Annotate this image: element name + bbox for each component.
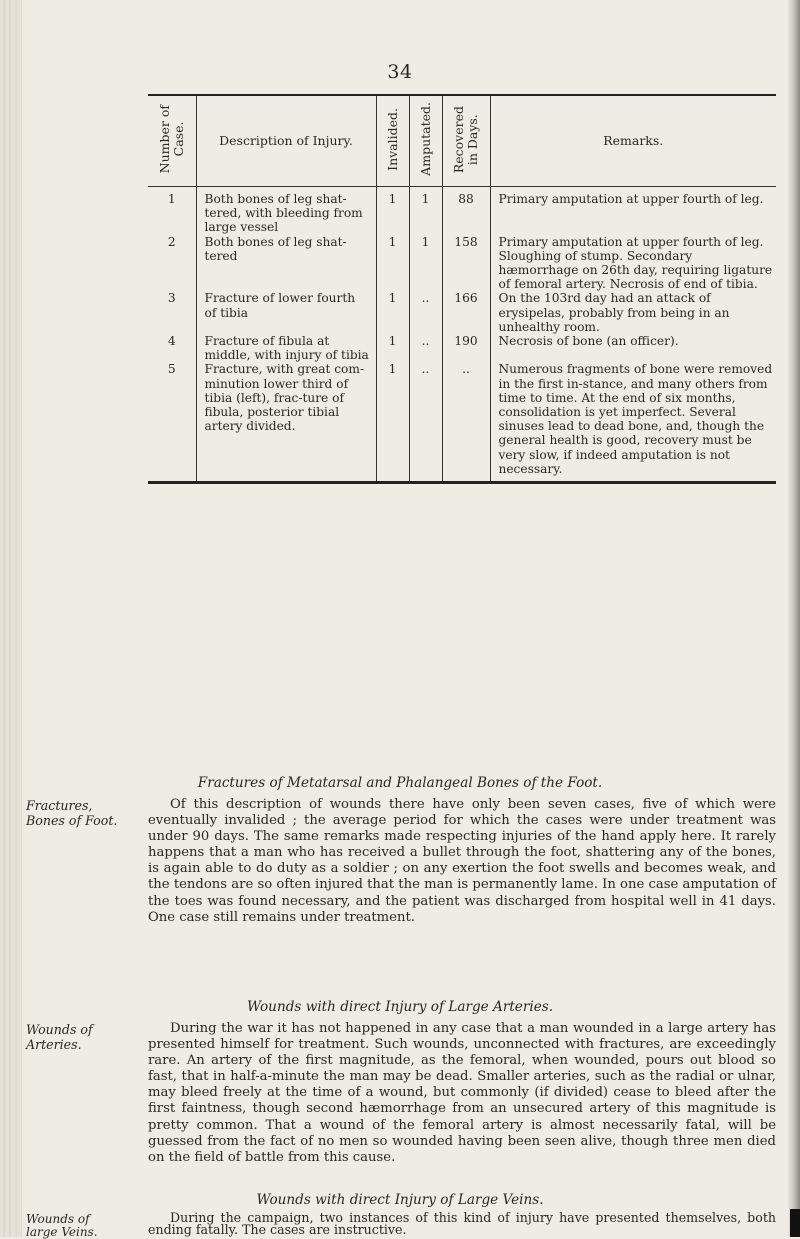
amputated-value: .. (409, 291, 442, 334)
injury-description: Fracture of lower fourth of tibia (196, 291, 376, 334)
margin-note-fractures: Fractures, Bones of Foot. (26, 798, 118, 828)
recovered-days: 166 (442, 291, 490, 334)
injury-description: Fracture, with great com-minution lower third of tibia (left), frac-ture of fibula, posterior tibial artery divided. (196, 362, 376, 482)
recovered-days: 88 (442, 187, 490, 235)
invalided-value: 1 (376, 291, 409, 334)
amputated-value: .. (409, 362, 442, 482)
case-number: 2 (148, 235, 196, 292)
invalided-value: 1 (376, 334, 409, 362)
amputated-value: .. (409, 334, 442, 362)
paragraph-metatarsal: Of this description of wounds there have only been seven cases, five of which were eventually invalided ; the average period for which the cases were under treatment was under 90 days. The same remarks made respecting injuries of the hand apply here. It rarely happens that a man who has received a bullet through the foot, shattering any of the bones, is again able to do duty as a soldier ; on any exertion the foot swells and becomes weak, and the tendons are so often injured that the man is permanently lame. In one case amputation of the toes was found necessary, and the patient was discharged from hospital well in 41 days. One case still remains under treatment. (148, 797, 776, 925)
header-remarks: Remarks. (490, 95, 776, 187)
case-number: 3 (148, 291, 196, 334)
table-row (148, 235, 776, 292)
section-heading-veins: Wounds with direct Injury of Large Veins. (256, 1192, 544, 1208)
header-amputated: Amputated. (409, 95, 442, 187)
header-recovered: Recovered in Days. (442, 95, 490, 187)
remarks: Numerous fragments of bone were removed in the first in-stance, and many others from time to time. At the end of six months, consolidation is yet imperfect. Several sinuses lead to dead bone, and, though the general health is good, recovery must be very slow, if indeed amputation is not necessary. (490, 362, 776, 482)
injury-description: Both bones of leg shat-tered, with bleeding from large vessel (196, 187, 376, 235)
injury-description: Fracture of fibula at middle, with injury of tibia (196, 334, 376, 362)
header-case-number: Number of Case. (148, 95, 196, 187)
case-number: 5 (148, 362, 196, 482)
invalided-value: 1 (376, 362, 409, 482)
table-row (148, 334, 776, 362)
table-row (148, 187, 776, 235)
remarks: Primary amputation at upper fourth of leg. (498, 192, 764, 206)
page-binding-edge (0, 0, 22, 1237)
injury-description: Both bones of leg shat-tered (196, 235, 376, 292)
page-right-edge (788, 0, 800, 1237)
recovered-days: 190 (442, 334, 490, 362)
table-row (148, 291, 776, 334)
invalided-value: 1 (376, 187, 409, 235)
margin-note-veins: Wounds of large Veins. (26, 1212, 98, 1239)
table-row (148, 362, 776, 482)
recovered-days: 158 (442, 235, 490, 292)
table-header-row (148, 95, 776, 187)
header-description: Description of Injury. (196, 95, 376, 187)
page-corner-shadow (790, 1209, 800, 1237)
margin-note-arteries: Wounds of Arteries. (26, 1022, 93, 1052)
page-number: 34 (387, 61, 413, 83)
amputated-value: 1 (409, 235, 442, 292)
section-heading-arteries: Wounds with direct Injury of Large Arteries. (246, 999, 554, 1015)
remarks: On the 103rd day had an attack of erysipelas, probably from being in an unhealthy room. (498, 291, 730, 334)
recovered-days: .. (442, 362, 490, 482)
invalided-value: 1 (376, 235, 409, 292)
case-table (148, 94, 776, 484)
remarks: Primary amputation at upper fourth of leg. Sloughing of stump. Secondary hæmorrhage on 26th day, requiring ligature of femoral artery. Necrosis of end of tibia. (498, 234, 773, 292)
remarks: Necrosis of bone (an officer). (498, 334, 679, 349)
case-number: 1 (148, 187, 196, 235)
case-number: 4 (148, 334, 196, 362)
section-heading-metatarsal: Fractures of Metatarsal and Phalangeal Bones of the Foot. (197, 775, 603, 791)
paragraph-veins: During the campaign, two instances of this kind of injury have presented themselves, both ending fatally. The cases are instructive. (148, 1210, 776, 1238)
paragraph-arteries: During the war it has not happened in any case that a man wounded in a large artery has presented himself for treatment. Such wounds, unconnected with fractures, are exceedingly rare. An artery of the first magnitude, as the femoral, when wounded, pours out blood so fast, that in half-a-minute the man may be dead. Smaller arteries, such as the radial or ulnar, may bleed freely at the time of a wound, but commonly (if divided) cease to bleed after the first faintness, though second hæmorrhage from an unsecured artery of this magnitude is pretty common. That a wound of the femoral artery is almost necessarily fatal, will be guessed from the fact of no men so wounded having been seen alive, though three men died on the field of battle from this cause. (148, 1021, 776, 1165)
header-invalided: Invalided. (376, 95, 409, 187)
amputated-value: 1 (409, 187, 442, 235)
